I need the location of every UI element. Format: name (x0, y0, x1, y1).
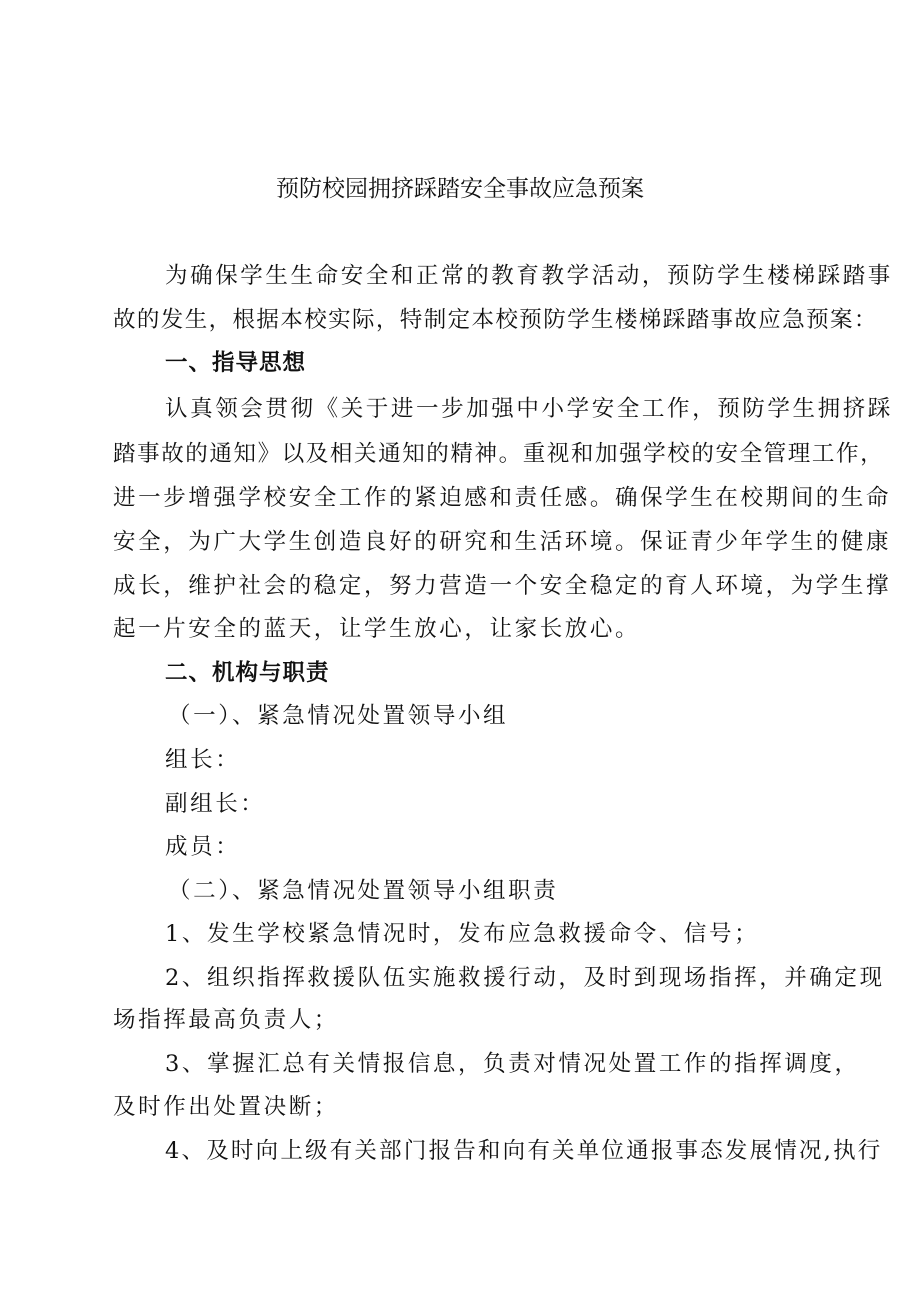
section1-line-6: 起一片安全的蓝天，让学生放心，让家长放心。 (113, 616, 641, 642)
section1-line-2: 踏事故的通知》以及相关通知的精神。重视和加强学校的安全管理工作， (113, 441, 885, 467)
duty-item-3: 3、掌握汇总有关情报信息，负责对情况处置工作的指挥调度， (165, 1051, 860, 1077)
section-heading-guiding-thought: 一、指导思想 (165, 350, 307, 376)
members-label: 成员： (165, 834, 241, 860)
subsection-1-title: （一）、紧急情况处置领导小组 (168, 703, 509, 729)
duty-item-4: 4、及时向上级有关部门报告和向有关单位通报事态发展情况,执行 (165, 1138, 883, 1164)
deputy-label: 副组长： (165, 791, 266, 817)
section1-line-5: 成长，维护社会的稳定，努力营造一个安全稳定的育人环境，为学生撑 (113, 573, 892, 599)
duty-item-1: 1、发生学校紧急情况时，发布应急救援命令、信号； (165, 921, 760, 947)
section1-line-1: 认真领会贯彻《关于进一步加强中小学安全工作，预防学生拥挤踩 (165, 396, 893, 422)
document-title: 预防校园拥挤踩踏安全事故应急预案 (276, 176, 644, 202)
duty-item-3-cont: 及时作出处置决断； (113, 1094, 339, 1120)
subsection-2-title: （二）、紧急情况处置领导小组职责 (168, 878, 559, 904)
intro-line-1: 为确保学生生命安全和正常的教育教学活动，预防学生楼梯踩踏事 (165, 263, 893, 289)
section1-line-3: 进一步增强学校安全工作的紧迫感和责任感。确保学生在校期间的生命 (113, 485, 892, 511)
section-heading-organization: 二、机构与职责 (165, 660, 330, 686)
duty-item-2-cont: 场指挥最高负责人； (113, 1007, 339, 1033)
leader-label: 组长： (165, 747, 241, 773)
intro-line-2: 故的发生，根据本校实际，特制定本校预防学生楼梯踩踏事故应急预案： (113, 307, 878, 333)
section1-line-4: 安全，为广大学生创造良好的研究和生活环境。保证青少年学生的健康 (113, 529, 892, 555)
duty-item-2: 2、组织指挥救援队伍实施救援行动，及时到现场指挥，并确定现 (165, 965, 885, 991)
